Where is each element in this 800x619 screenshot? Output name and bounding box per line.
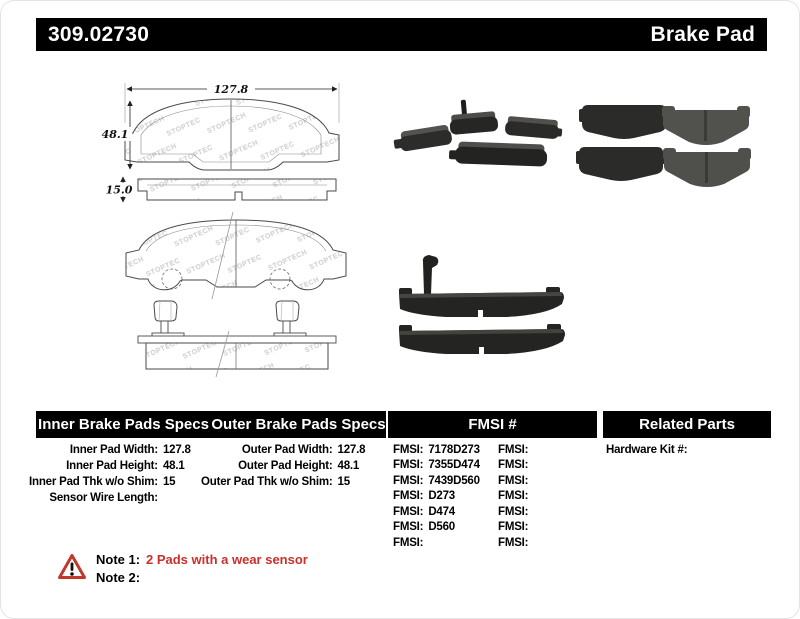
fmsi-row [498,520,533,536]
related-parts-header-bar [603,411,771,438]
product-name: Brake Pad [650,22,755,46]
fmsi-value: 7439D560 [428,474,480,487]
fmsi-value: 7178D273 [428,443,480,456]
spec-row [201,474,365,490]
fmsi-label: FMSI: [498,443,529,456]
photo-pad-backplate [579,105,669,139]
fmsi-label: FMSI: [393,474,424,487]
fmsi-value: D273 [428,490,456,503]
dimension-pad-thickness: 15.0 [105,183,133,197]
fmsi-value [528,442,533,458]
photo-pads-flat-group [576,105,751,187]
photo-wear-sensor [423,255,438,294]
fmsi-row [393,458,480,474]
photo-pads-edge-group [399,255,565,354]
photo-pads-angled-group [392,97,563,167]
photo-pad-friction [662,106,750,145]
product-photos [386,86,781,381]
note-1 [96,550,308,568]
spec-value [158,490,191,506]
dimension-pad-height: 48.1 [101,128,129,141]
fmsi-label: FMSI: [393,459,424,472]
fmsi-row [498,489,533,505]
part-number: 309.02730 [48,22,150,46]
fmsi-value [528,504,533,520]
warning-triangle-icon [57,552,87,582]
fmsi-value [528,473,533,489]
fmsi-row [393,489,480,505]
spec-value: 127.8 [337,444,366,456]
spec-value: 127.8 [162,444,191,456]
fmsi-row [498,504,533,520]
outer-specs-table [201,442,365,490]
related-parts-header: Related Parts [639,416,735,433]
related-parts-row [606,442,692,458]
dimension-pad-width: 127.8 [213,83,249,96]
note-2 [96,568,308,586]
fmsi-label: FMSI: [393,505,424,518]
inner-specs-table [29,442,191,506]
fmsi-value [528,520,533,536]
spec-label: Inner Pad Width: [69,444,158,456]
note-2-label: Note 2: [96,569,141,585]
fmsi-row [393,442,480,458]
spec-row [29,474,191,490]
fmsi-label: FMSI: [393,490,424,503]
fmsi-row [498,473,533,489]
photo-pad-friction [663,148,751,187]
spec-value: 48.1 [162,460,185,472]
outer-specs-header: Outer Brake Pads Specs [211,416,386,433]
fmsi-value [423,535,479,551]
notes-section [96,550,308,586]
spec-row [29,458,191,474]
pad-side-view-with-sensors [138,301,336,377]
spec-row [29,442,191,458]
spec-label: Outer Pad Height: [238,460,333,472]
fmsi-value [528,535,533,551]
pad-side-view [102,177,336,202]
related-parts-table [606,442,692,458]
fmsi-row [498,535,533,551]
spec-value: 15 [337,476,350,488]
fmsi-label: FMSI: [498,474,529,487]
fmsi-row [393,535,480,551]
fmsi-value: D560 [428,521,456,534]
technical-drawings [96,73,376,383]
fmsi-value: D474 [428,505,456,518]
fmsi-label: FMSI: [498,459,529,472]
fmsi-header-bar [388,411,597,438]
fmsi-table-right [498,442,533,551]
pad-back-view [126,212,346,299]
spec-label: Inner Pad Thk w/o Shim: [29,476,158,488]
fmsi-row [393,504,480,520]
fmsi-label: FMSI: [498,521,529,534]
fmsi-header: FMSI # [468,416,517,433]
spec-label: Inner Pad Height: [66,460,158,472]
fmsi-row [498,458,533,474]
fmsi-table-left [393,442,480,551]
photo-pad-backplate [576,147,666,181]
hardware-kit-value [687,442,692,458]
fmsi-label: FMSI: [498,490,529,503]
fmsi-row [393,473,480,489]
spec-label: Outer Pad Width: [241,444,333,456]
fmsi-label: FMSI: [393,521,424,534]
fmsi-label: FMSI: [393,443,424,456]
note-1-text: 2 Pads with a wear sensor [146,551,308,567]
fmsi-label: FMSI: [393,536,424,549]
fmsi-row [393,520,480,536]
inner-specs-header: Inner Brake Pads Specs [38,416,209,433]
spec-label: Outer Pad Thk w/o Shim: [201,476,333,488]
fmsi-label: FMSI: [498,505,529,518]
note-1-label: Note 1: [96,551,141,567]
spec-value: 48.1 [337,460,360,472]
header-bar [36,18,767,51]
fmsi-row [498,442,533,458]
spec-value: 15 [162,476,176,488]
spec-row [201,458,365,474]
spec-row [201,442,365,458]
spec-row [29,490,191,506]
specs-header-bar [36,411,386,438]
fmsi-value [528,489,533,505]
fmsi-value [528,458,533,474]
fmsi-label: FMSI: [498,536,529,549]
pad-front-view [99,81,339,170]
hardware-kit-label: Hardware Kit #: [606,444,688,456]
spec-label: Sensor Wire Length: [49,492,158,504]
fmsi-value: 7355D474 [428,459,480,472]
